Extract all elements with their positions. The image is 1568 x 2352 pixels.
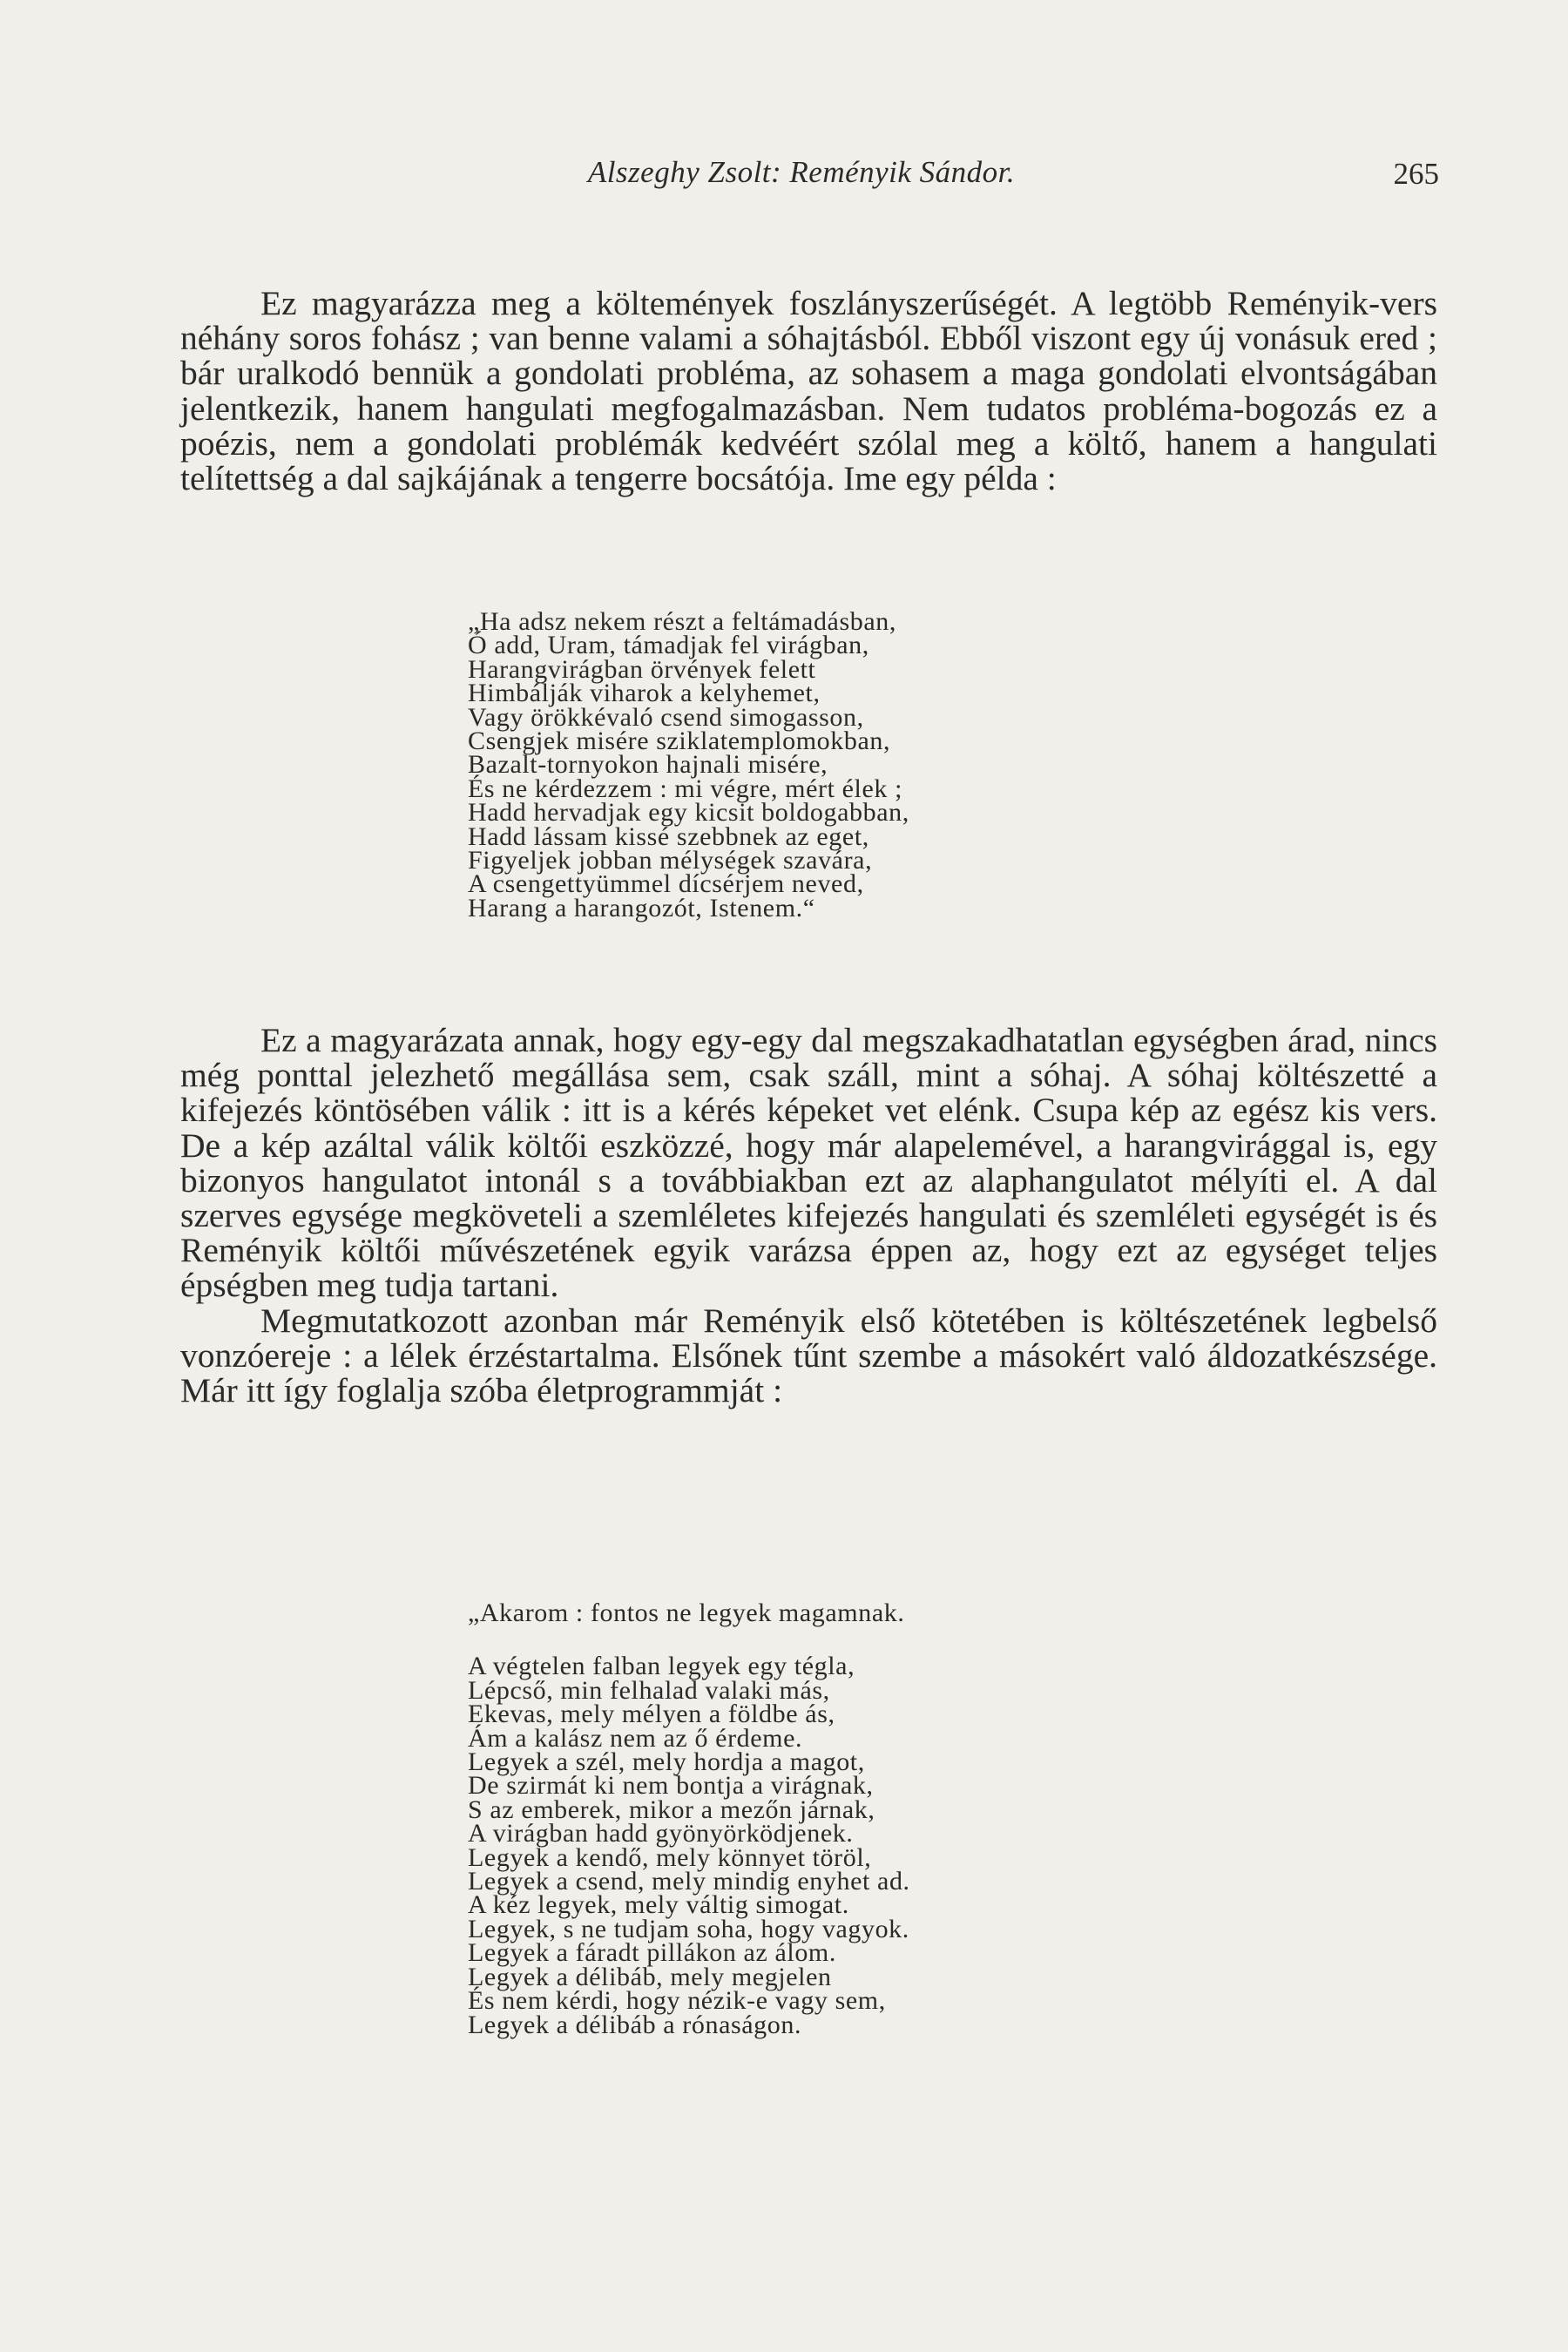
- poem-2-line: Legyek, s ne tudjam soha, hogy vagyok.: [468, 1914, 909, 1943]
- poem-1-line: „Ha adsz nekem részt a feltámadásban,: [468, 607, 896, 636]
- poem-1-line: Harangvirágban örvények felett: [468, 654, 816, 684]
- page-number: 265: [1393, 157, 1439, 191]
- page-header: [0, 155, 1568, 199]
- poem-1-line: Ó add, Uram, támadjak fel virágban,: [468, 631, 869, 660]
- paragraph-block-1: [180, 286, 1437, 496]
- poem-2-opening-line: „Akarom : fontos ne legyek magamnak.: [468, 1598, 905, 1627]
- paragraph-1: Ez magyarázza meg a költemények foszlányszerűségét. A legtöbb Reményik-vers néhány soros fohász ; van benne valami a sóhajtásból. Ebből viszont egy új vonásuk ered ; bár uralkodó bennük a gondolati probléma, az sohasem a maga gondolati elvontságában jelentkezik, hanem hangulati megfogalmazásban. Nem tudatos probléma-bogozás ez a poézis, nem a gondolati problémák kedvéért szólal meg a költő, hanem a hangulati telítettség a dal sajkájának a tengerre bocsátója. Ime egy példa :: [180, 284, 1437, 498]
- poem-2-line: S az emberek, mikor a mezőn járnak,: [468, 1794, 875, 1824]
- poem-1-line: Hadd lássam kissé szebbnek az eget,: [468, 821, 869, 851]
- poem-2: [468, 1598, 910, 2039]
- poem-1-line: Vagy örökkévaló csend simogasson,: [468, 702, 864, 732]
- poem-2-line: És nem kérdi, hogy nézik-e vagy sem,: [468, 1986, 886, 2016]
- poem-2-line: A kéz legyek, mely váltig simogat.: [468, 1890, 849, 1920]
- poem-2-line: A virágban hadd gyönyörködjenek.: [468, 1819, 854, 1848]
- poem-2-line: Legyek a csend, mely mindig enyhet ad.: [468, 1867, 910, 1896]
- poem-1-line: Himbálják viharok a kelyhemet,: [468, 679, 821, 708]
- poem-2-line: A végtelen falban legyek egy tégla,: [468, 1652, 855, 1681]
- paragraph-block-2: [180, 1023, 1437, 1408]
- poem-1-line: Csengjek misére sziklatemplomokban,: [468, 727, 891, 756]
- poem-2-line: Legyek a délibáb, mely megjelen: [468, 1962, 832, 1991]
- poem-1-line: Bazalt-tornyokon hajnali misére,: [468, 750, 828, 780]
- poem-1-line: Figyeljek jobban mélységek szavára,: [468, 846, 873, 875]
- running-title: Alszeghy Zsolt: Reményik Sándor.: [587, 155, 1016, 189]
- poem-1-line: És ne kérdezzem : mi végre, mért élek ;: [468, 774, 903, 803]
- poem-2-line: Legyek a kendő, mely könnyet töröl,: [468, 1842, 872, 1872]
- poem-2-line: Legyek a fáradt pillákon az álom.: [468, 1938, 836, 1968]
- stanza-gap: [468, 1625, 910, 1654]
- poem-2-line: Legyek a délibáb a rónaságon.: [468, 2010, 802, 2039]
- paragraph-2: Ez a magyarázata annak, hogy egy-egy dal megszakadhatatlan egységben árad, nincs még ponttal jelezhető megállása sem, csak száll, mint a sóhaj. A sóhaj költészetté a kifejezés köntösében válik : itt is a kérés képeket vet elénk. Csupa kép az egész kis vers. De a kép azáltal válik költői eszközzé, hogy már alapelemével, a harangvirággal is, egy bizonyos hangulatot intonál s a továbbiakban ezt az alaphangulatot mélyíti el. A dal szerves egysége megköveteli a szemléletes kifejezés hangulati és szemléleti egységét is és Reményik költői művészetének egyik varázsa éppen az, hogy ezt az egységet teljes épségben meg tudja tartani.: [180, 1021, 1437, 1305]
- poem-2-line: Ám a kalász nem az ő érdeme.: [468, 1723, 803, 1753]
- poem-2-line: Lépcső, min felhalad valaki más,: [468, 1675, 830, 1705]
- poem-2-line: Legyek a szél, mely hordja a magot,: [468, 1747, 865, 1777]
- poem-1: [468, 607, 909, 923]
- poem-1-line: Harang a harangozót, Istenem.“: [468, 893, 815, 923]
- paragraph-3: Megmutatkozott azonban már Reményik első kötetében is költészetének legbelső vonzóereje : a lélek érzéstartalma. Elsőnek tűnt szembe a másokért való áldozatkészsége. Már itt így foglalja szóba életprogrammját :: [180, 1301, 1437, 1410]
- poem-1-line: Hadd hervadjak egy kicsit boldogabban,: [468, 798, 909, 828]
- poem-1-line: A csengettyümmel dícsérjem neved,: [468, 869, 864, 899]
- poem-2-line: De szirmát ki nem bontja a virágnak,: [468, 1771, 874, 1801]
- poem-2-line: Ekevas, mely mélyen a földbe ás,: [468, 1700, 835, 1729]
